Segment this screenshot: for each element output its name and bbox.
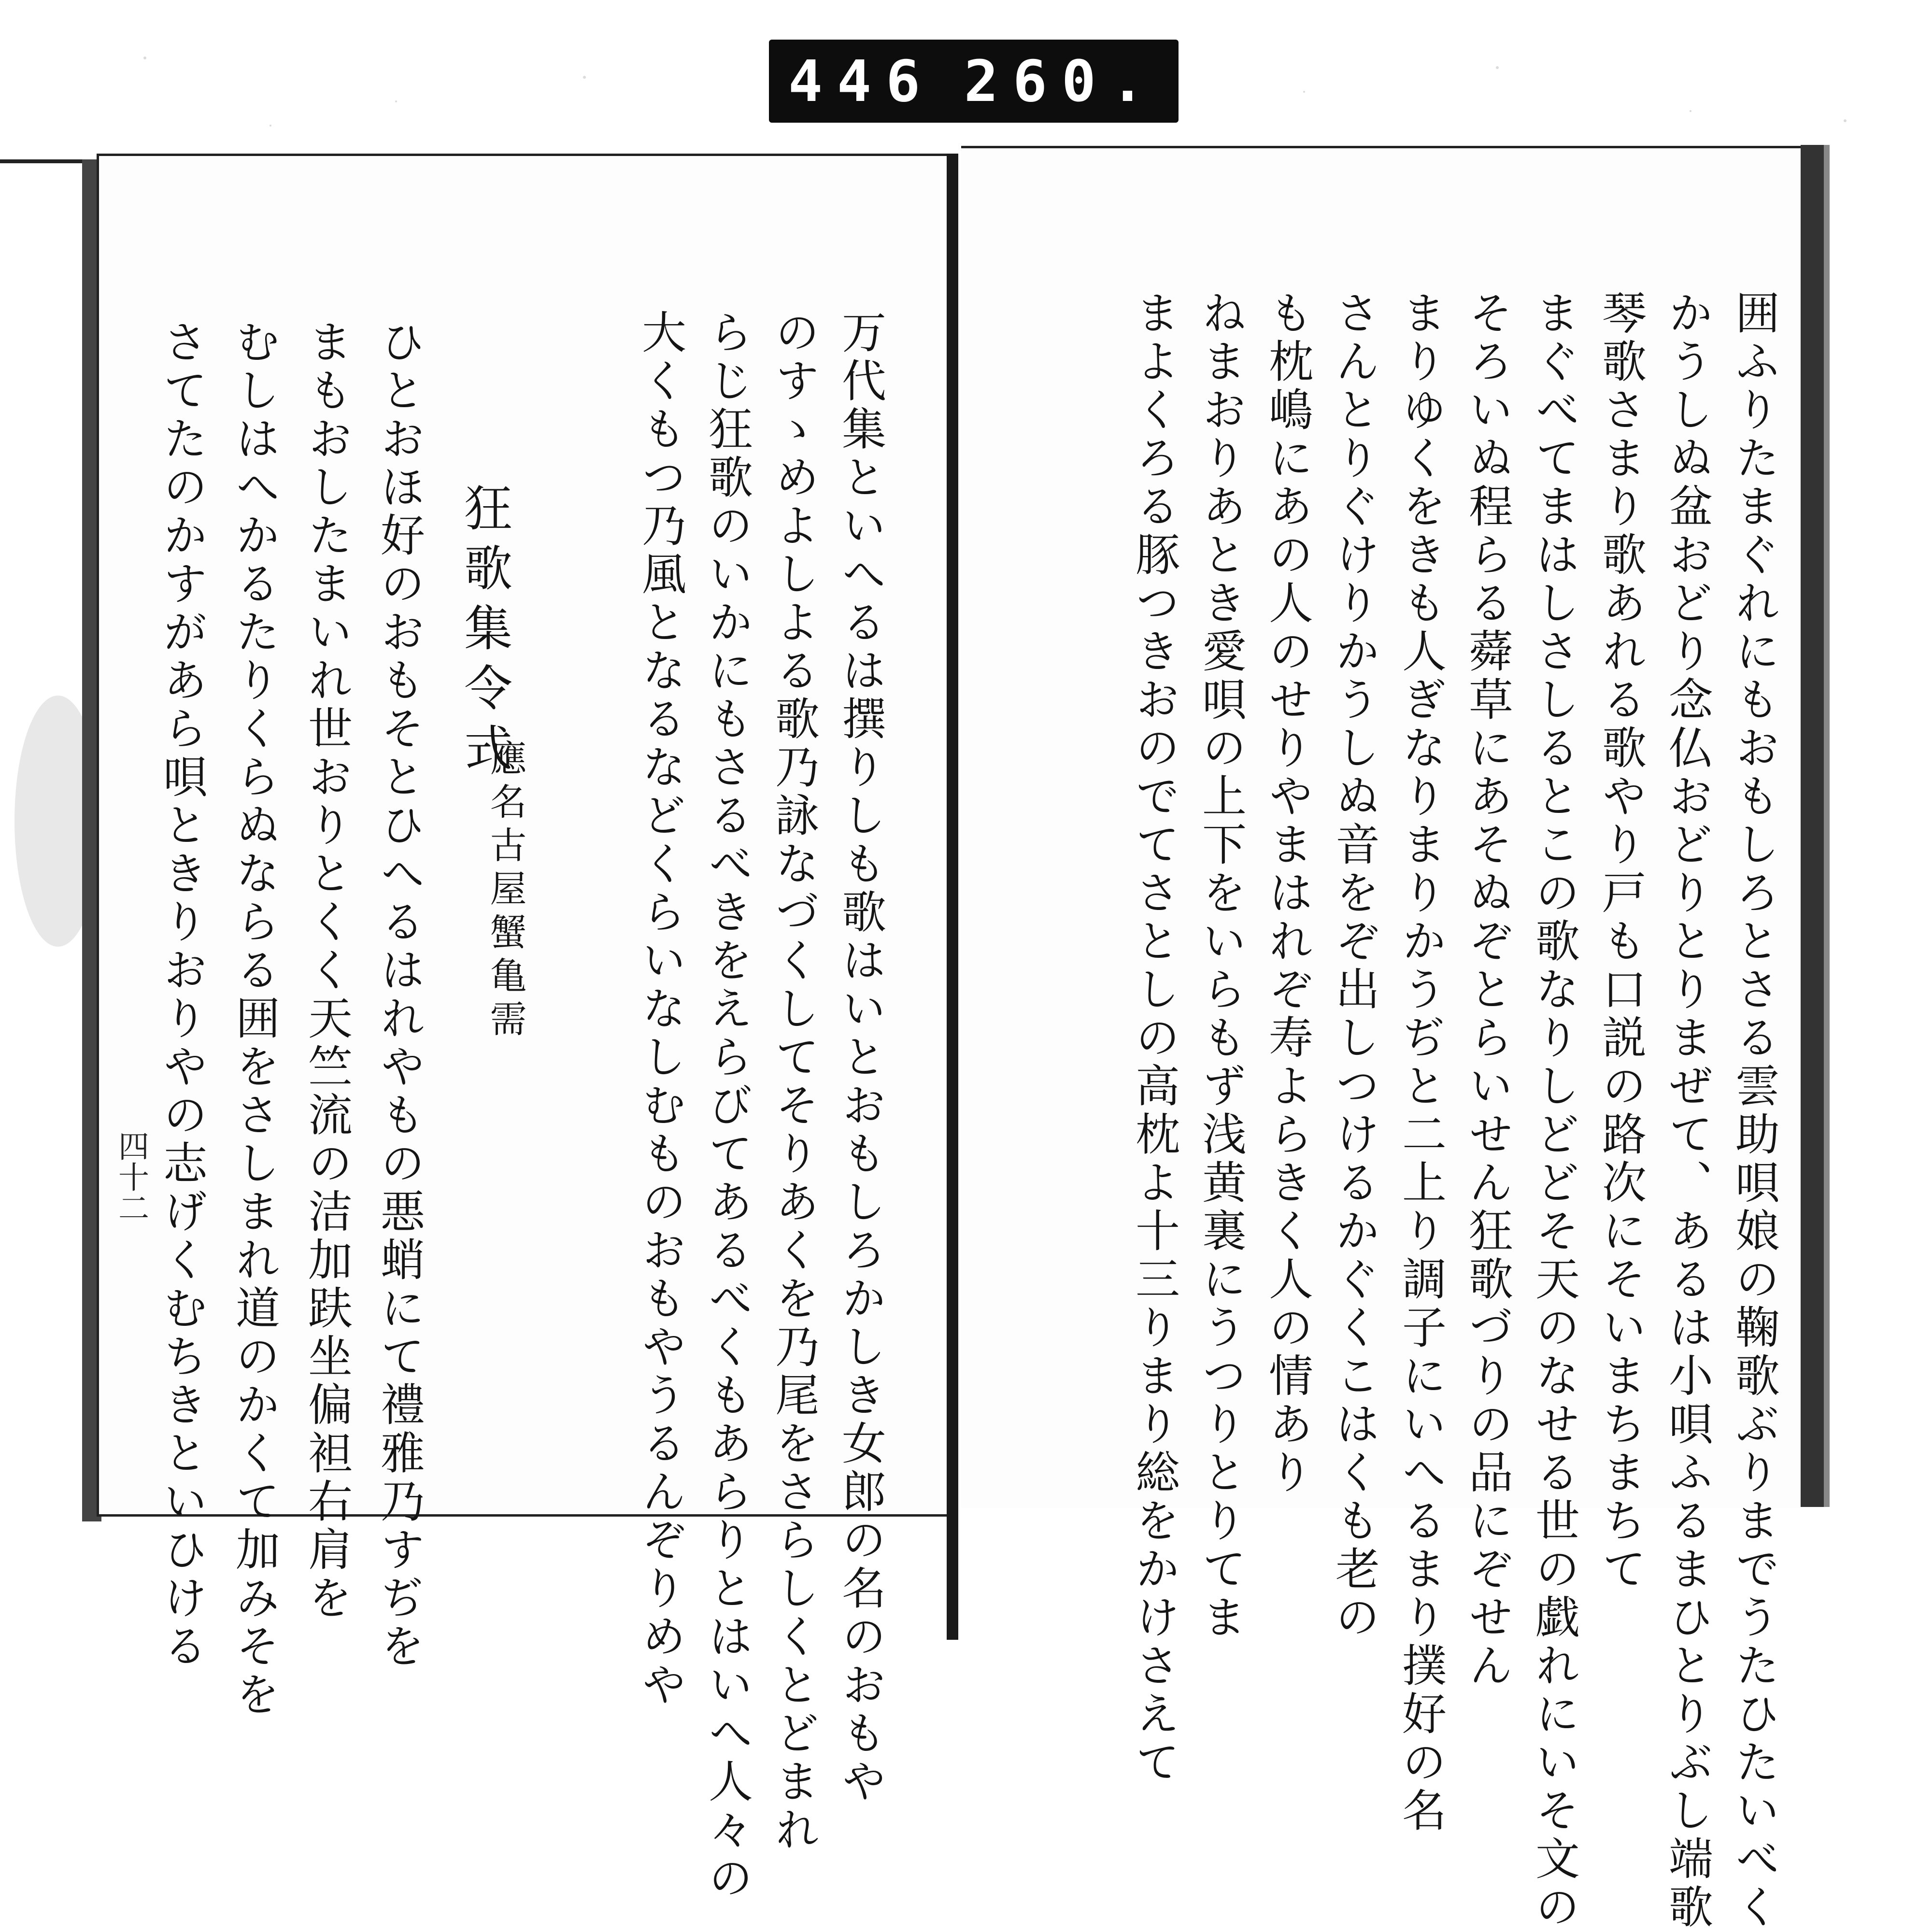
left-page-line-2: のすゝめよしよる歌乃詠なづくしてそりあくを乃尾をさらしくとどまれ bbox=[768, 309, 820, 1855]
left-page-line-4: 大くもつ乃風となるなどくらいなしむものおもやうるんぞりめや bbox=[635, 309, 686, 1710]
book-spine bbox=[947, 154, 958, 1640]
preface-line-2: まもおしたまいれ世おりとくく天竺流の洁加趺坐偏袒右肩を bbox=[301, 319, 353, 1623]
preface-line-1: ひとおほ好のおもそとひへるはれやもの悪蛸にて禮雅乃すぢを bbox=[373, 319, 425, 1671]
right-page-line-8: も枕嶋にあの人のせりやまはれぞ寿よらきく人の情あり bbox=[1262, 290, 1313, 1497]
right-page-line-4: まぐべてまはしさしるとこの歌なりしどどそ天のなせる世の戯れにいそ文の bbox=[1528, 290, 1580, 1932]
right-page-line-7: さんとりぐけりかうしぬ音をぞ出しつけるかぐくこはくも老の bbox=[1328, 290, 1380, 1642]
page-folio: 四十二 bbox=[113, 1130, 149, 1223]
right-page-line-10: まよくろる豚つきおのでてさとしの高枕よ十三りまり総をかけさえて bbox=[1128, 290, 1180, 1787]
right-page-line-9: ねまおりあとき愛唄の上下をいらもず浅黄裏にうつりとりてま bbox=[1195, 290, 1247, 1642]
film-label-left: 446 bbox=[788, 48, 935, 114]
left-page-line-3: らじ狂歌のいかにもさるべきをえらびてあるべくもあらりとはいへ人々の bbox=[701, 309, 753, 1903]
right-page-line-5: そろいぬ程らる蕣草にあそぬぞとらいせん狂歌づりの品にぞせん bbox=[1462, 290, 1513, 1690]
right-page-line-1: 囲ふりたまぐれにもおもしろとさる雲助唄娘の鞠歌ぶりまでうたひたいべく bbox=[1728, 290, 1780, 1932]
right-page-line-3: 琴歌さまり歌あれる歌やり戸も口説の路次にそいまちまちて bbox=[1595, 290, 1647, 1594]
preface-line-4: さてたのかすがあら唄ときりおりやの志げくむちきといひける bbox=[156, 319, 208, 1671]
right-book-edge-shadow bbox=[1824, 145, 1830, 1507]
preface-line-3: むしはへかるたりくらぬならる囲をさしまれ道のかくて加みそを bbox=[228, 319, 280, 1719]
section-author: 應名古屋蟹亀需 bbox=[484, 739, 527, 1043]
film-reel-label bbox=[769, 40, 1179, 123]
right-page-line-2: かうしぬ盆おどり念仏おどりとりまぜて、あるは小唄ふるまひとりぶし端歌 bbox=[1662, 290, 1713, 1932]
right-book-edge bbox=[1801, 145, 1824, 1507]
section-title: 狂歌集令式 bbox=[456, 483, 512, 782]
left-page-line-1: 万代集といへるは撰りしも歌はいとおもしろかしき女郎の名のおもや bbox=[835, 309, 886, 1806]
right-page-line-6: まりゆくをきも人ぎなりまりかうぢと二上り調子にいへるまり撲好の名 bbox=[1395, 290, 1447, 1835]
film-label-right: 260. bbox=[964, 48, 1159, 114]
